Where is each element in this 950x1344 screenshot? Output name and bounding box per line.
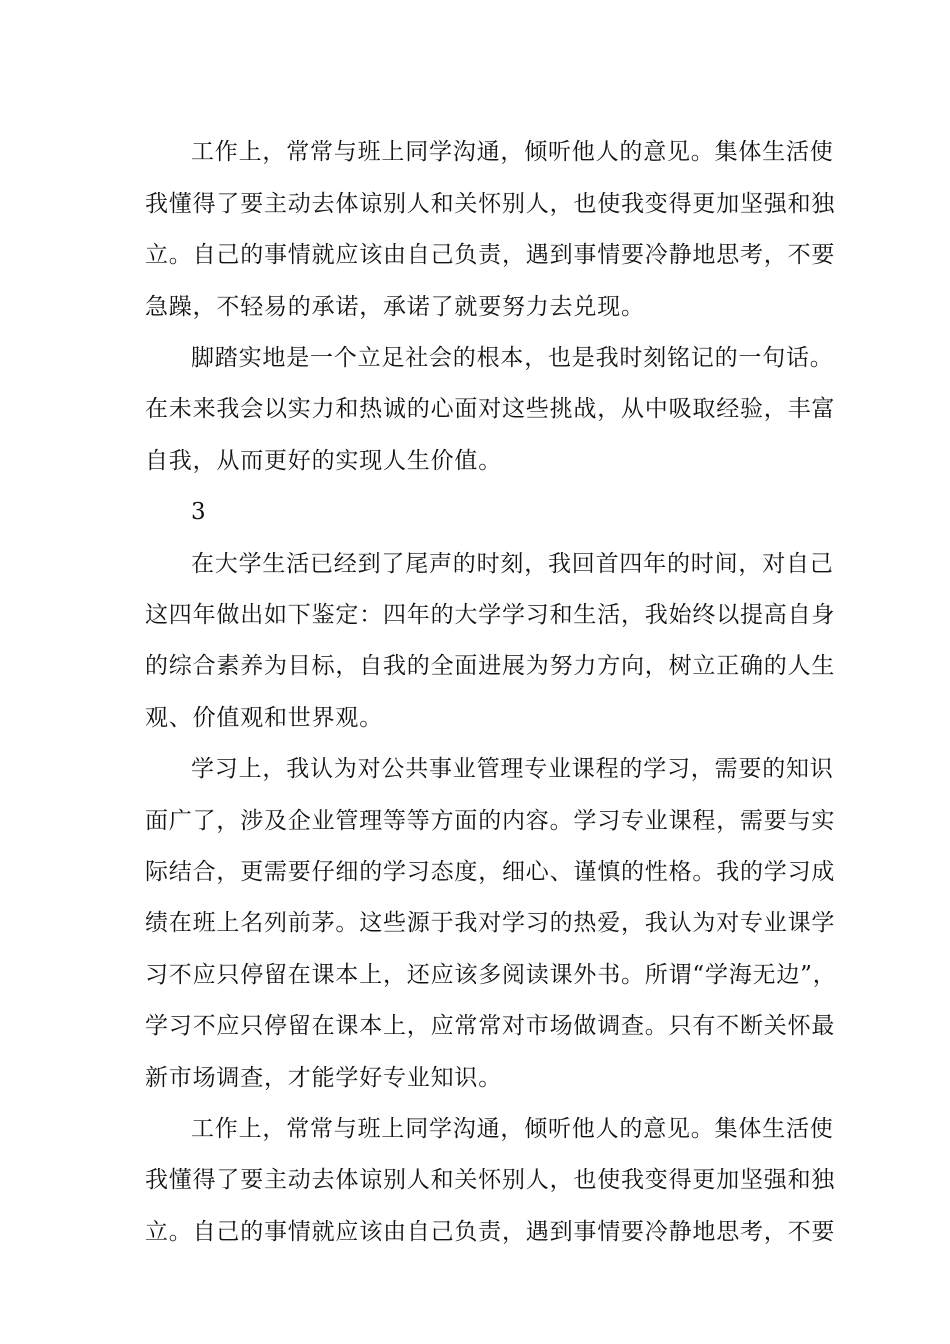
text-line: 工作上，常常与班上同学沟通，倾听他人的意见。集体生活使 bbox=[191, 139, 834, 165]
text-line: 自我，从而更好的实现人生价值。 bbox=[145, 448, 502, 474]
text-line: 工作上，常常与班上同学沟通，倾听他人的意见。集体生活使 bbox=[191, 1116, 834, 1142]
text-line: 观、价值观和世界观。 bbox=[145, 705, 383, 731]
text-line: 新市场调查，才能学好专业知识。 bbox=[145, 1065, 502, 1091]
text-line: 脚踏实地是一个立足社会的根本，也是我时刻铭记的一句话。 bbox=[191, 345, 834, 371]
text-line: 在未来我会以实力和热诚的心面对这些挑战，从中吸取经验，丰富 bbox=[145, 396, 836, 422]
text-line: 绩在班上名列前茅。这些源于我对学习的热爱，我认为对专业课学 bbox=[145, 910, 836, 936]
text-line: 立。自己的事情就应该由自己负责，遇到事情要冷静地思考，不要 bbox=[145, 1219, 836, 1245]
text-line: 立。自己的事情就应该由自己负责，遇到事情要冷静地思考，不要 bbox=[145, 242, 836, 268]
text-line: 这四年做出如下鉴定：四年的大学学习和生活，我始终以提高自身 bbox=[145, 602, 836, 628]
text-line: 际结合，更需要仔细的学习态度，细心、谨慎的性格。我的学习成 bbox=[145, 859, 836, 885]
text-line: 的综合素养为目标，自我的全面进展为努力方向，树立正确的人生 bbox=[145, 653, 836, 679]
text-line: 我懂得了要主动去体谅别人和关怀别人，也使我变得更加坚强和独 bbox=[145, 1167, 836, 1193]
section-number: 3 bbox=[191, 499, 207, 525]
text-line: 面广了，涉及企业管理等等方面的内容。学习专业课程，需要与实 bbox=[145, 808, 836, 834]
text-line: 在大学生活已经到了尾声的时刻，我回首四年的时间，对自己 bbox=[191, 551, 834, 577]
text-line: 学习不应只停留在课本上，应常常对市场做调查。只有不断关怀最 bbox=[145, 1013, 836, 1039]
text-line: 急躁，不轻易的承诺，承诺了就要努力去兑现。 bbox=[145, 294, 645, 320]
text-line: 习不应只停留在课本上，还应该多阅读课外书。所谓“学海无边”， bbox=[145, 962, 837, 988]
text-line: 学习上，我认为对公共事业管理专业课程的学习，需要的知识 bbox=[191, 756, 834, 782]
text-line: 我懂得了要主动去体谅别人和关怀别人，也使我变得更加坚强和独 bbox=[145, 191, 836, 217]
